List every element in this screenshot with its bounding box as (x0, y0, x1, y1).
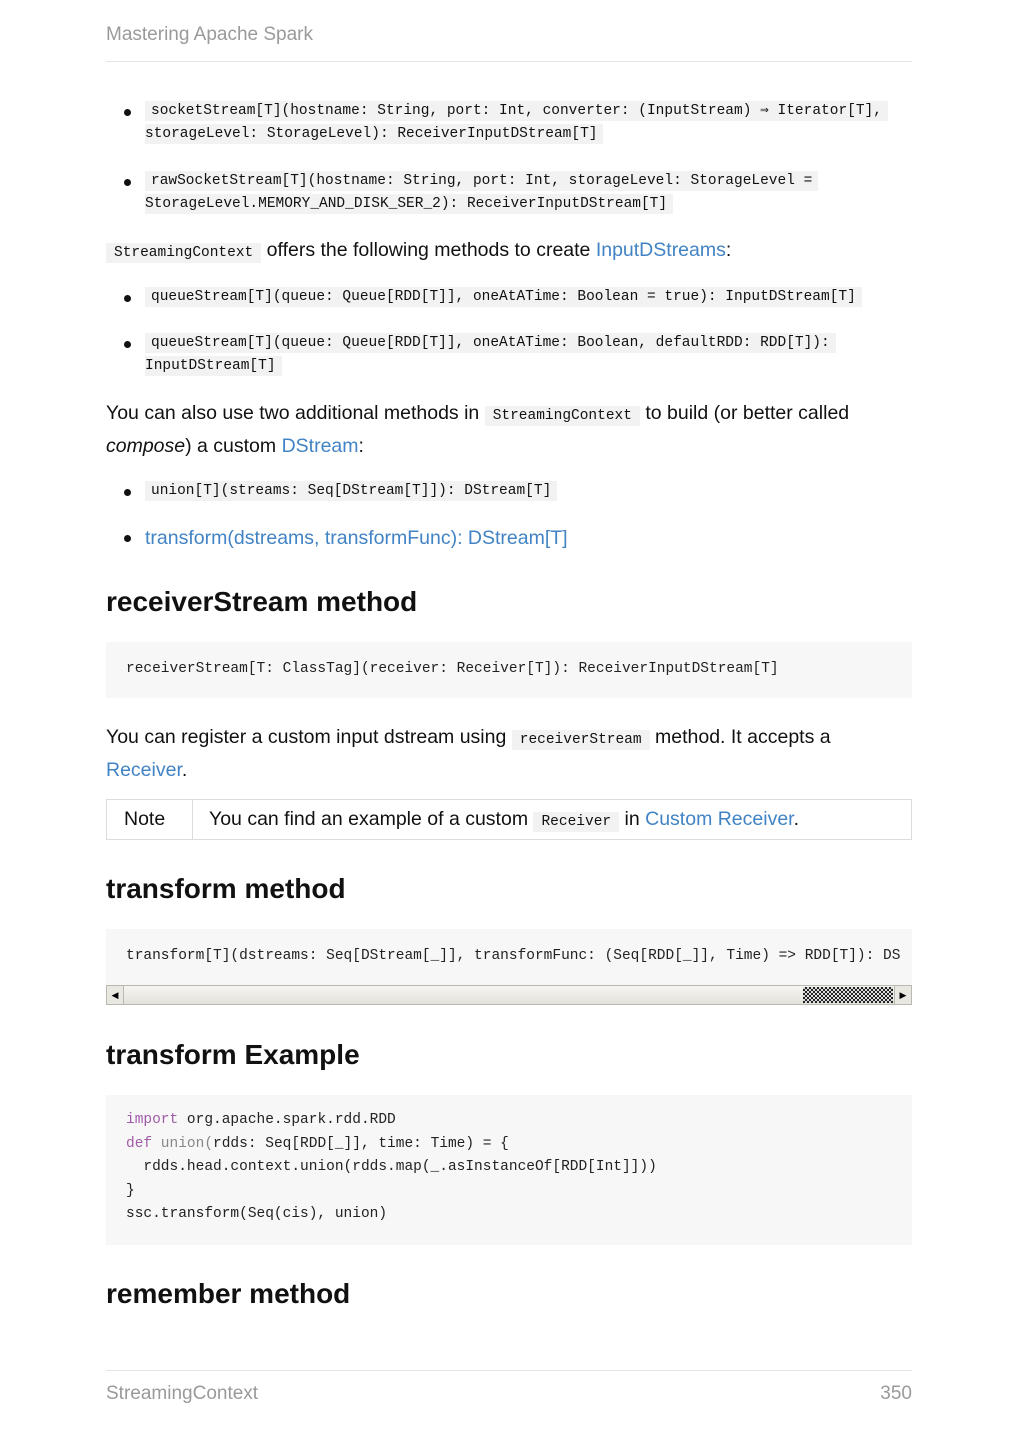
paragraph-text: to build (or better called (639, 402, 850, 424)
inline-code: receiverStream (512, 730, 650, 750)
list-item (106, 286, 912, 332)
bullet-icon (124, 109, 131, 116)
code-line (126, 1109, 892, 1133)
page-header (106, 24, 912, 62)
paragraph-text: You can also use two additional methods in (106, 402, 485, 424)
keyword: def (126, 1135, 153, 1152)
code-block-example (106, 1095, 912, 1245)
bullet-icon (124, 535, 131, 542)
custom-receiver-link[interactable]: Custom Receiver (645, 808, 794, 830)
method-signature: socketStream[T](hostname: String, port: Int, converter: (InputStream) ⇒ Iterator[T], (145, 101, 888, 121)
code-line: rdds.head.context.union(rdds.map(_.asInstanceOf[RDD[Int]])) (126, 1159, 657, 1175)
code-line: transform[T](dstreams: Seq[DStream[_]], transformFunc: (Seq[RDD[_]], Time) => RDD[T]): DS (126, 948, 901, 964)
section-heading-remember: remember method (106, 1278, 351, 1309)
note-admonition (106, 799, 912, 840)
bullet-icon (124, 341, 131, 348)
method-signature: rawSocketStream[T](hostname: String, port: Int, storageLevel: StorageLevel = (145, 171, 818, 191)
code-block (106, 642, 912, 698)
note-text: You can find an example of a custom (209, 808, 534, 830)
function-name: union( (152, 1135, 214, 1152)
list-item (106, 100, 912, 170)
bullet-icon (124, 295, 131, 302)
scroll-right-icon[interactable]: ▶ (894, 986, 911, 1004)
code-text: org.apache.spark.rdd.RDD (178, 1112, 396, 1128)
punct: . (181, 759, 188, 781)
method-signature: queueStream[T](queue: Queue[RDD[T]], oneAtATime: Boolean, defaultRDD: RDD[T]): (145, 333, 836, 353)
horizontal-scrollbar[interactable] (106, 985, 912, 1005)
scroll-left-icon[interactable]: ◀ (107, 986, 124, 1004)
note-label: Note (107, 800, 193, 839)
code-block-scrollable[interactable] (106, 929, 912, 985)
paragraph (106, 398, 912, 461)
receiver-link[interactable]: Receiver (106, 759, 182, 781)
list-item (106, 332, 912, 382)
list-item (106, 170, 912, 220)
dstream-link[interactable]: DStream (281, 435, 359, 457)
socket-stream-methods-list (106, 100, 912, 220)
book-title: Mastering Apache Spark (106, 24, 314, 45)
inputdstreams-link[interactable]: InputDStreams (595, 239, 726, 261)
scrollbar-track[interactable] (124, 986, 894, 1004)
compose-methods-list (106, 480, 912, 550)
paragraph-text: ) a custom (185, 435, 282, 457)
transform-link[interactable]: transform(dstreams, transformFunc): DStream[T] (145, 527, 568, 549)
paragraph (106, 235, 912, 268)
inline-code: StreamingContext (106, 243, 261, 263)
bullet-icon (124, 489, 131, 496)
section-heading-transform: transform method (106, 873, 346, 904)
code-line: ssc.transform(Seq(cis), union) (126, 1206, 388, 1222)
method-signature-cont: InputDStream[T] (145, 356, 282, 376)
code-line: } (126, 1182, 135, 1199)
queue-stream-methods-list (106, 286, 912, 382)
keyword: import (126, 1112, 179, 1128)
inline-code: Receiver (533, 812, 619, 832)
punct: . (793, 808, 800, 830)
method-signature-cont: StorageLevel.MEMORY_AND_DISK_SER_2): ReceiverInputDStream[T] (145, 194, 673, 214)
emphasis: compose (106, 435, 186, 457)
section-heading-receiverstream: receiverStream method (106, 586, 418, 617)
scrollbar-thumb[interactable] (803, 987, 893, 1003)
bullet-icon (124, 179, 131, 186)
note-content (193, 800, 799, 839)
code-line (126, 1133, 892, 1157)
method-signature-cont: storageLevel: StorageLevel): ReceiverInputDStream[T] (145, 124, 603, 144)
code-text: rdds: Seq[RDD[_]], time: Time) = { (213, 1135, 509, 1152)
paragraph-text: offers the following methods to create (261, 239, 596, 261)
paragraph-text: method. It accepts a (649, 726, 831, 748)
paragraph-text: You can register a custom input dstream using (106, 726, 512, 748)
note-text: in (619, 808, 646, 830)
chapter-name: StreamingContext (106, 1383, 259, 1404)
punct: : (358, 435, 364, 457)
inline-code: StreamingContext (485, 406, 640, 426)
paragraph (106, 722, 912, 785)
punct: : (725, 239, 732, 261)
code-line: receiverStream[T: ClassTag](receiver: Receiver[T]): ReceiverInputDStream[T] (126, 661, 779, 677)
section-heading-transform-example: transform Example (106, 1039, 360, 1070)
method-signature: queueStream[T](queue: Queue[RDD[T]], oneAtATime: Boolean = true): InputDStream[T] (145, 287, 862, 307)
method-signature: union[T](streams: Seq[DStream[T]]): DStream[T] (145, 481, 557, 501)
list-item (106, 526, 912, 550)
page-footer (106, 1370, 912, 1405)
page-number: 350 (880, 1383, 912, 1404)
list-item (106, 480, 912, 526)
